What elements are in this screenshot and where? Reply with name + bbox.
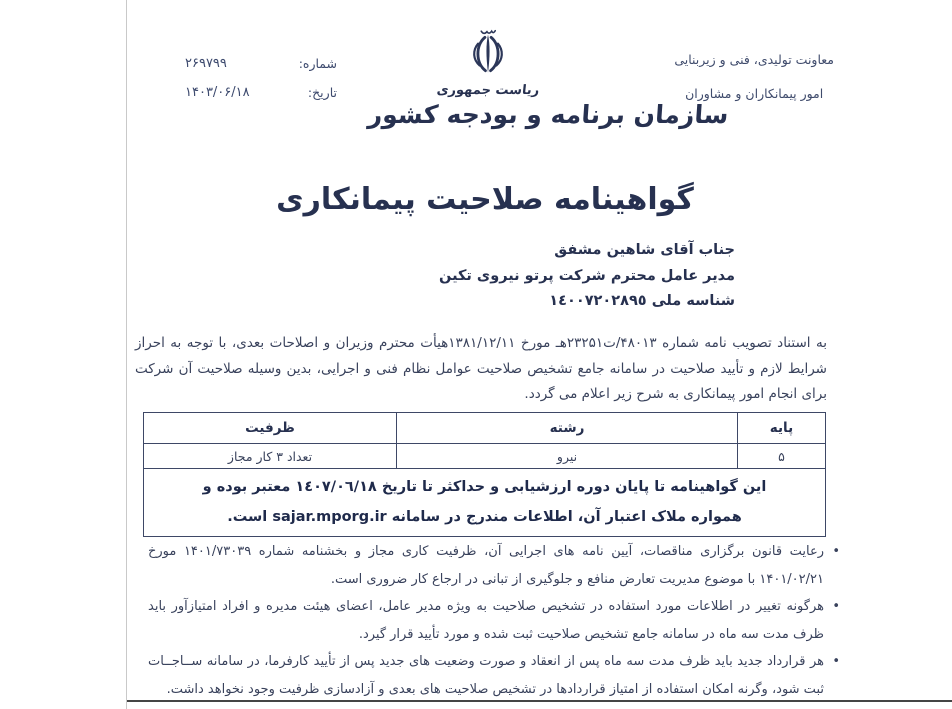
number-label: شماره:: [298, 56, 337, 71]
recipient-role: مدیر عامل محترم شرکت پرتو نیروی تکین: [439, 267, 735, 284]
org-name: سازمان برنامه و بودجه کشور: [367, 100, 730, 129]
clause-text: هرگونه تغییر در اطلاعات مورد استفاده در تشخیص صلاحیت به ویژه مدیر عامل، اعضای هیئت مدیره و افراد امتیازآور باید ظرف مدت سه ماه در سامانه جامع تشخیص صلاحیت ثبت شده و مورد تأیید قرار گیرد.: [148, 599, 824, 642]
recipient-name: جناب آقای شاهین مشفق: [554, 242, 735, 258]
list-item: [148, 648, 840, 703]
document-date-row: [185, 85, 337, 100]
table-header-row: [144, 413, 826, 444]
document-number-row: [185, 56, 337, 71]
org-block: [367, 24, 730, 132]
clauses-list: [148, 538, 840, 703]
recipient-block: [439, 238, 735, 315]
cell-field: نیرو: [397, 444, 738, 469]
document-meta: [185, 56, 337, 114]
dept-line1: معاونت تولیدی، فنی و زیربنایی: [674, 52, 834, 67]
col-header-grade: پایه: [738, 413, 826, 444]
validity-notice-line2: همواره ملاک اعتبار آن، اطلاعات مندرج در سامانه sajar.mporg.ir است.: [227, 509, 742, 525]
scan-edge-left: [126, 0, 127, 709]
validity-notice: [143, 469, 826, 537]
date-value: ۱۴۰۳/۰۶/۱۸: [185, 85, 250, 100]
clause-text: رعایت قانون برگزاری مناقصات، آیین نامه های اجرایی آن، ظرفیت کاری مجاز و بخشنامه شماره ۱۴۰۱/۷۳۰۳۹ مورخ ۱۴۰۱/۰۲/۲۱ با موضوع مدیریت تعارض منافع و جلوگیری از تبانی در ارجاع کار ضروری است.: [148, 544, 824, 587]
list-item: [148, 538, 840, 593]
org-presidency: ریاست جمهوری: [435, 83, 541, 98]
validity-notice-line1: این گواهینامه تا پایان دوره ارزشیابی و حداکثر تا تاریخ ١٤٠٧/٠٦/١٨ معتبر بوده و: [202, 479, 767, 495]
col-header-capacity: ظرفیت: [144, 413, 397, 444]
dept-line2: امور پیمانکاران و مشاوران: [685, 86, 824, 101]
page-title: گواهینامه صلاحیت پیمانکاری: [276, 182, 694, 217]
col-header-field: رشته: [397, 413, 738, 444]
body-paragraph: به استناد تصویب نامه شماره ۴۸۰۱۳/ت۲۳۲۵۱هـ مورخ ۱۳۸۱/۱۲/۱۱هیأت محترم وزیران و اصلاحات بعدی، با توجه به احراز شرایط لازم و تأیید صلاحیت در سامانه جامع تشخیص صلاحیت عوامل نظام فنی و اجرایی، بدین وسیله صلاحیت آن شرکت برای انجام امور پیمانکاری به شرح زیر اعلام می گردد.: [135, 335, 827, 402]
recipient-national-id: شناسه ملی ١٤٠٠٧٢٠٢٨٩٥: [549, 293, 735, 309]
qualification-table-box: [143, 412, 826, 537]
number-value: ۲۶۹۷۹۹: [185, 56, 227, 71]
dept-block: [674, 52, 834, 101]
cell-grade: ۵: [738, 444, 826, 469]
list-item: [148, 593, 840, 648]
table-row: [144, 444, 826, 469]
cell-capacity: تعداد ۳ کار مجاز: [144, 444, 397, 469]
qualification-table: [143, 412, 826, 469]
date-label: تاریخ:: [307, 85, 337, 100]
iran-emblem-icon: [462, 24, 514, 82]
clause-text: هر قرارداد جدید باید ظرف مدت سه ماه پس از انعقاد و صورت وضعیت های جدید پس از تأیید کارفرما، در سامانه ســاجــات ثبت شود، وگرنه امکان استفاده از امتیاز قراردادها در تشخیص صلاحیت های بعدی و آزادسازی ظرفیت وجود نخواهد داشت.: [148, 654, 824, 697]
